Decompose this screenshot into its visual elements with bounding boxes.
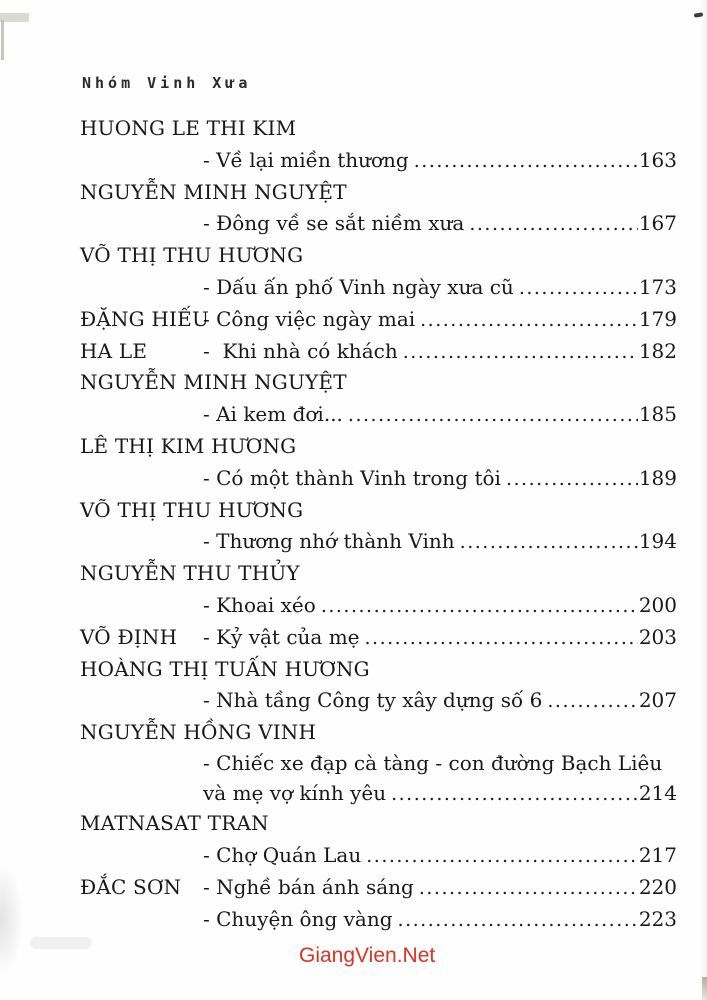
toc-title: - Về lại miền thương (203, 147, 409, 172)
table-of-contents (80, 113, 677, 935)
toc-title: - Chuyện ông vàng (203, 906, 393, 931)
dot-leader (519, 273, 638, 305)
toc-title: - Nghề bán ánh sáng (203, 874, 414, 899)
toc-row-author-title (80, 622, 677, 654)
toc-row-author-title (80, 304, 677, 336)
toc-author: ĐẶNG HIẾU (80, 306, 210, 331)
toc-row-title (80, 526, 677, 558)
toc-row-author (80, 367, 677, 399)
toc-row-title-two-line (80, 749, 677, 808)
toc-author: LÊ THỊ KIM HƯƠNG (80, 433, 297, 458)
toc-page-number: 207 (638, 688, 677, 713)
toc-row-author (80, 113, 677, 145)
scan-artifact-top-left-bar (0, 13, 29, 22)
toc-row-title (80, 590, 677, 622)
toc-page-number: 167 (638, 211, 677, 236)
group-label: Nhóm Vinh Xưa (82, 74, 252, 92)
toc-page-number: 179 (638, 306, 677, 331)
toc-title: - Ai kem đơi... (203, 402, 343, 427)
toc-author: NGUYỄN HỒNG VINH (80, 720, 317, 745)
toc-row-title (80, 840, 677, 872)
toc-title: - Nhà tầng Công ty xây dựng số 6 (203, 688, 543, 713)
dot-leader (403, 337, 638, 369)
toc-row-author (80, 240, 677, 272)
toc-page-number: 200 (638, 592, 677, 617)
toc-page-number: 214 (638, 780, 677, 805)
toc-row-author (80, 808, 677, 840)
toc-title: và mẹ vợ kính yêu (203, 780, 387, 805)
dot-leader (366, 841, 638, 873)
dot-leader (398, 905, 638, 937)
toc-author: NGUYỄN MINH NGUYỆT (80, 179, 347, 204)
dot-leader (348, 400, 638, 432)
toc-row-author (80, 654, 677, 686)
toc-page-number: 203 (638, 624, 677, 649)
toc-row-author (80, 495, 677, 527)
toc-title: - Khi nhà có khách (203, 338, 398, 363)
toc-row-author (80, 558, 677, 590)
toc-row-title (80, 145, 677, 177)
toc-page-number: 185 (638, 402, 677, 427)
toc-title: - Thương nhớ thành Vinh (203, 529, 455, 554)
toc-title: - Công việc ngày mai (203, 306, 416, 331)
watermark: GiangVien.Net (299, 944, 436, 967)
toc-author: HOÀNG THỊ TUẤN HƯƠNG (80, 656, 370, 681)
toc-author: HUONG LE THI KIM (80, 116, 297, 140)
dot-leader (460, 527, 638, 559)
dot-leader (419, 873, 638, 905)
dot-leader (391, 780, 638, 810)
toc-page-number: 182 (638, 338, 677, 363)
toc-page-number: 163 (638, 147, 677, 172)
toc-row-title (80, 399, 677, 431)
toc-row-author (80, 177, 677, 209)
dot-leader (547, 686, 637, 718)
toc-title: - Chiếc xe đạp cà tàng - con đường Bạch Liêu (203, 750, 663, 775)
toc-title: - Chợ Quán Lau (203, 842, 362, 867)
scan-artifact-bottom-left-shadow (0, 862, 24, 977)
toc-title: - Khoai xéo (203, 592, 316, 617)
toc-row-title (80, 272, 677, 304)
toc-title: - Dấu ấn phố Vinh ngày xưa cũ (203, 274, 514, 299)
toc-author: NGUYỄN MINH NGUYỆT (80, 370, 347, 395)
toc-row-author (80, 431, 677, 463)
toc-title: - Đông về se sắt niềm xưa (203, 211, 465, 236)
toc-row-title (80, 904, 677, 936)
toc-page-number: 189 (638, 465, 677, 490)
scan-artifact-top-left-line (1, 20, 4, 60)
toc-title: - Có một thành Vinh trong tôi (203, 465, 501, 490)
scan-artifact-right-edge-shadow (701, 0, 707, 1000)
dot-leader (469, 209, 637, 241)
toc-author: MATNASAT TRAN (80, 811, 269, 836)
toc-title-line-2 (80, 779, 677, 809)
dot-leader (321, 591, 638, 623)
dot-leader (365, 623, 638, 655)
toc-page-number: 217 (638, 842, 677, 867)
scan-artifact-bottom-right-speck (702, 977, 707, 1000)
toc-page-number: 194 (638, 529, 677, 554)
toc-row-author-title (80, 336, 677, 368)
dot-leader (506, 464, 638, 496)
toc-page-number: 223 (638, 906, 677, 931)
toc-author: HA LE (80, 338, 148, 363)
dot-leader (414, 146, 638, 178)
toc-author: ĐẮC SƠN (80, 874, 182, 899)
toc-title: - Kỷ vật của mẹ (203, 624, 360, 649)
dot-leader (420, 305, 638, 337)
toc-page-number: 173 (638, 274, 677, 299)
toc-row-author (80, 717, 677, 749)
toc-row-title (80, 685, 677, 717)
toc-author: NGUYỄN THU THỦY (80, 561, 300, 586)
toc-author: VÕ ĐỊNH (80, 624, 178, 649)
toc-row-author-title (80, 872, 677, 904)
toc-author: VÕ THỊ THU HƯƠNG (80, 497, 304, 522)
toc-row-title (80, 208, 677, 240)
toc-title-line-1 (80, 749, 677, 779)
toc-page-number: 220 (638, 874, 677, 899)
scan-artifact-bottom-smudge (30, 937, 92, 949)
toc-author: VÕ THỊ THU HƯƠNG (80, 243, 304, 268)
toc-row-title (80, 463, 677, 495)
